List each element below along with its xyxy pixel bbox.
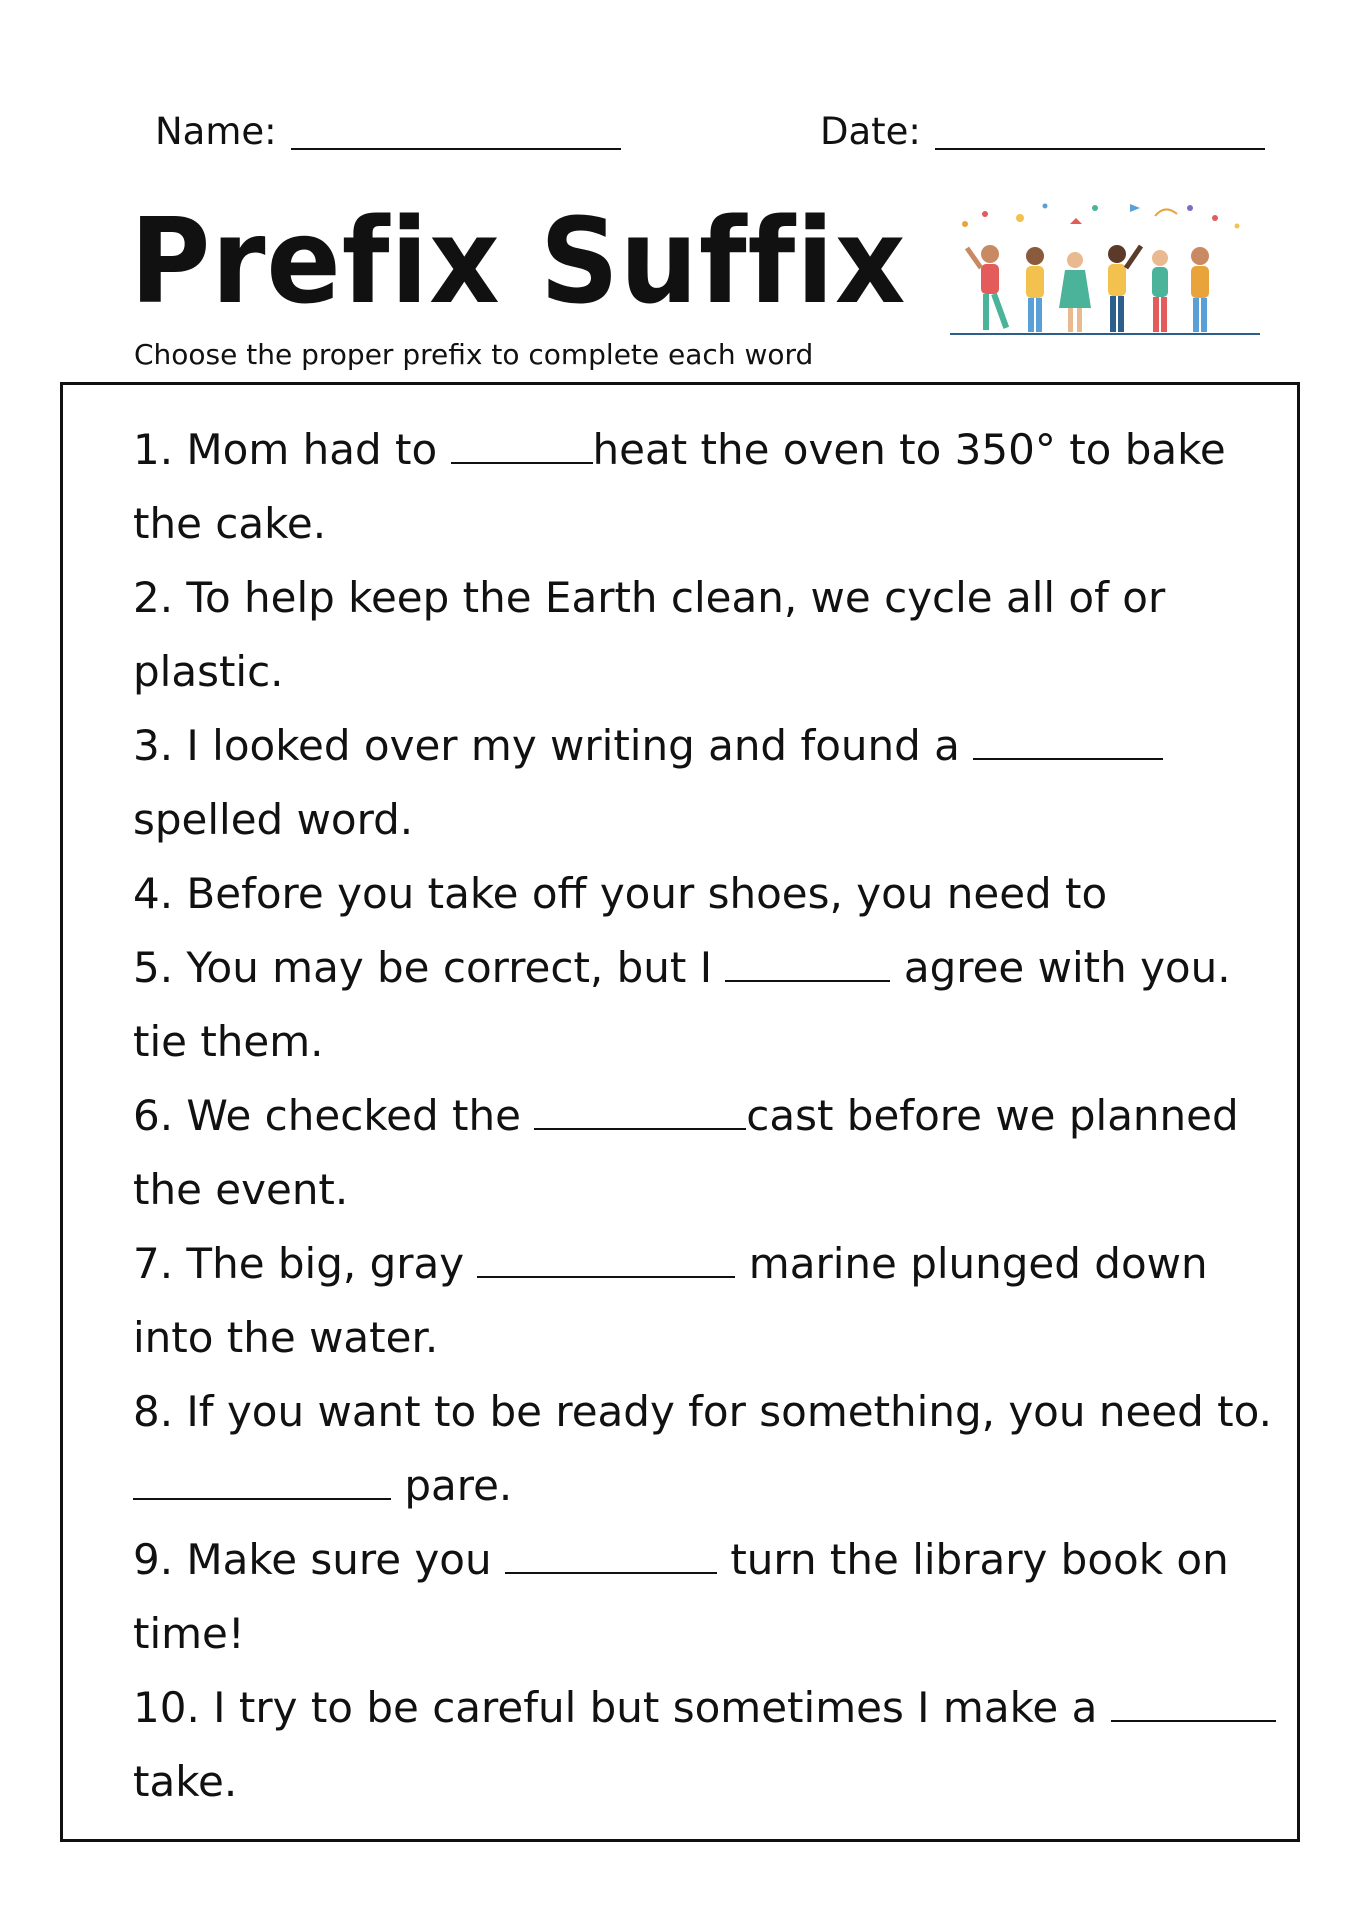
question-text: agree with you.: [890, 943, 1231, 992]
question-text: the event.: [133, 1165, 349, 1214]
answer-blank[interactable]: [973, 720, 1163, 760]
children-celebrating-illustration: [945, 196, 1265, 341]
name-label: Name:: [155, 110, 277, 153]
question-text: 2. To help keep the Earth clean, we cycle all of or: [133, 573, 1166, 622]
question-5: [133, 931, 1273, 1079]
answer-blank[interactable]: [133, 1460, 391, 1500]
question-text: marine plunged down: [735, 1239, 1208, 1288]
question-10: [133, 1671, 1273, 1819]
question-text: pare.: [391, 1461, 513, 1510]
question-1: [133, 413, 1273, 561]
answer-blank[interactable]: [725, 942, 890, 982]
question-4: [133, 857, 1273, 931]
question-text: 5. You may be correct, but I: [133, 943, 726, 992]
question-text: 1. Mom had to: [133, 425, 451, 474]
question-text: 3. I looked over my writing and found a: [133, 721, 974, 770]
worksheet-title: Prefix Suffix: [130, 192, 907, 330]
worksheet-instructions: Choose the proper prefix to complete each word: [134, 338, 814, 371]
answer-blank[interactable]: [451, 424, 593, 464]
date-blank-line[interactable]: [935, 148, 1265, 150]
question-text: heat the oven to 350° to bake: [592, 425, 1226, 474]
name-field[interactable]: [155, 112, 621, 152]
question-7: [133, 1227, 1273, 1375]
answer-blank[interactable]: [477, 1238, 735, 1278]
question-3: [133, 709, 1273, 857]
question-text: plastic.: [133, 647, 284, 696]
question-text: the cake.: [133, 499, 327, 548]
question-text: time!: [133, 1609, 245, 1658]
question-text: into the water.: [133, 1313, 439, 1362]
name-blank-line[interactable]: [291, 148, 621, 150]
question-text: 7. The big, gray: [133, 1239, 478, 1288]
question-list: [133, 413, 1273, 1819]
question-2: [133, 561, 1273, 709]
answer-blank[interactable]: [1111, 1682, 1276, 1722]
answer-blank[interactable]: [505, 1534, 717, 1574]
question-9: [133, 1523, 1273, 1671]
question-text: 4. Before you take off your shoes, you need to: [133, 869, 1108, 918]
question-text: 9. Make sure you: [133, 1535, 505, 1584]
question-text: turn the library book on: [716, 1535, 1229, 1584]
question-text: take.: [133, 1757, 238, 1806]
question-6: [133, 1079, 1273, 1227]
date-field[interactable]: [820, 112, 1265, 152]
date-label: Date:: [820, 110, 921, 153]
question-text: 10. I try to be careful but sometimes I make a: [133, 1683, 1111, 1732]
question-text: tie them.: [133, 1017, 324, 1066]
answer-blank[interactable]: [534, 1090, 746, 1130]
question-text: spelled word.: [133, 795, 414, 844]
question-8: [133, 1375, 1273, 1523]
question-text: 6. We checked the: [133, 1091, 535, 1140]
question-text: cast before we planned: [746, 1091, 1239, 1140]
question-text: 8. If you want to be ready for something, you need to.: [133, 1387, 1272, 1436]
